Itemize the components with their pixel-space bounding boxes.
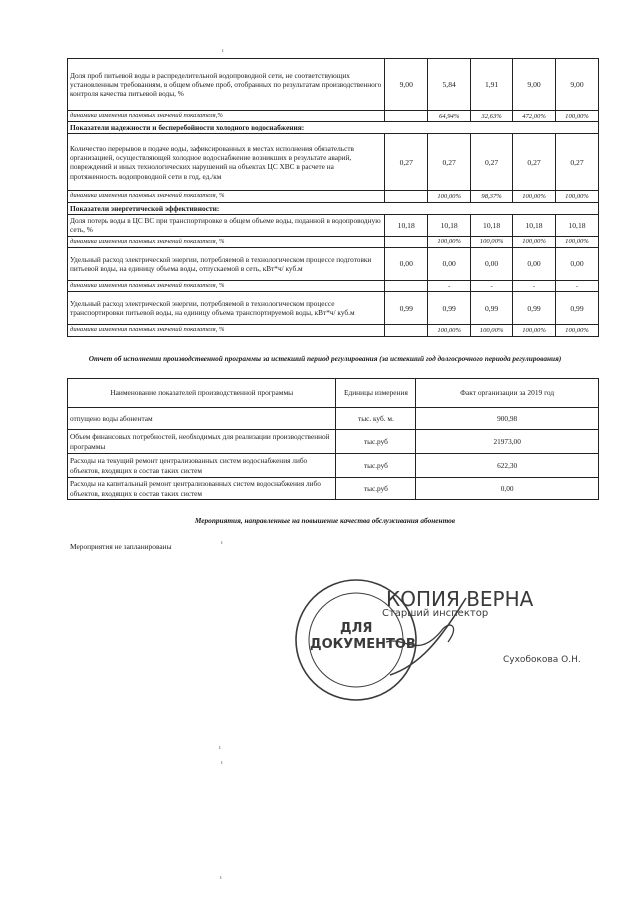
indicator-row xyxy=(68,247,599,280)
indicator-label: Доля потерь воды в ЦС ВС при транспортировке в общем объеме воды, поданной в водопроводную сеть, % xyxy=(68,214,385,236)
dynamics-label: динамика изменения плановых значений показателя, % xyxy=(68,236,385,247)
dynamics-row xyxy=(68,191,599,202)
dynamics-label: динамика изменения плановых значений показателя, % xyxy=(68,280,385,291)
value-cell: 0,00 xyxy=(556,247,599,280)
value-cell: 0,27 xyxy=(556,134,599,191)
cell-name: Расходы на капитальный ремонт централизованных систем водоснабжения либо объектов, входящих в состав таких систем xyxy=(68,478,336,500)
value-cell: 100,00% xyxy=(513,236,556,247)
table-header-row xyxy=(68,379,599,408)
value-cell: 10,18 xyxy=(556,214,599,236)
value-cell: 32,63% xyxy=(471,111,513,122)
value-cell: 0,00 xyxy=(385,247,428,280)
indicators-table xyxy=(67,58,599,337)
certification-stamp xyxy=(290,570,630,720)
scan-mark: ı xyxy=(221,760,223,766)
table-row xyxy=(68,430,599,454)
value-cell: 64,94% xyxy=(428,111,471,122)
value-cell: 0,00 xyxy=(428,247,471,280)
cell-value: 21973,00 xyxy=(416,430,599,454)
value-cell: 9,00 xyxy=(513,59,556,111)
value-cell: 0,99 xyxy=(513,292,556,325)
value-cell: 0,99 xyxy=(471,292,513,325)
cell-value: 0,00 xyxy=(416,478,599,500)
value-cell: 0,27 xyxy=(385,134,428,191)
indicator-row xyxy=(68,214,599,236)
header-unit: Единицы измерения xyxy=(336,379,416,408)
measures-text: Мероприятия не запланированы xyxy=(70,542,172,551)
value-cell: 100,00% xyxy=(556,325,599,336)
value-cell: 9,00 xyxy=(385,59,428,111)
table-row xyxy=(68,408,599,430)
value-cell: - xyxy=(471,280,513,291)
value-cell: 0,00 xyxy=(513,247,556,280)
cell-name: Расходы на текущий ремонт централизованных систем водоснабжения либо объектов, входящих в состав таких систем xyxy=(68,454,336,478)
dynamics-row xyxy=(68,325,599,336)
indicator-label: Доля проб питьевой воды в распределительной водопроводной сети, не соответствующих установленным требованиям, в общем объеме проб, отобранных по результатам производственного контроля качества питьевой воды, % xyxy=(68,59,385,111)
value-cell: 100,00% xyxy=(471,325,513,336)
cell-name: отпущено воды абонентам xyxy=(68,408,336,430)
dynamics-row xyxy=(68,236,599,247)
section-title: Показатели энергетической эффективности: xyxy=(68,202,599,214)
value-cell: 100,00% xyxy=(471,236,513,247)
table-row xyxy=(68,478,599,500)
value-cell: - xyxy=(428,280,471,291)
report-title: Отчет об исполнении производственной программы за истекший период регулирования (за истекший год долгосрочного периода регулирования) xyxy=(88,354,562,363)
value-cell xyxy=(385,111,428,122)
dynamics-label: динамика изменения плановых значений показателя, % xyxy=(68,325,385,336)
value-cell xyxy=(385,280,428,291)
stamp-position: Старший инспектор xyxy=(382,608,489,619)
stamp-copy-label: КОПИЯ ВЕРНА xyxy=(386,587,534,611)
value-cell: 9,00 xyxy=(556,59,599,111)
dynamics-label: динамика изменения плановых значений показателя, % xyxy=(68,191,385,202)
table-row xyxy=(68,454,599,478)
scan-mark: ı xyxy=(222,48,224,54)
value-cell: 100,00% xyxy=(556,191,599,202)
dynamics-row xyxy=(68,111,599,122)
value-cell: 100,00% xyxy=(513,325,556,336)
cell-name: Объем финансовых потребностей, необходимых для реализации производственной программы xyxy=(68,430,336,454)
cell-unit: тыс.руб xyxy=(336,478,416,500)
cell-value: 622,30 xyxy=(416,454,599,478)
cell-unit: тыс.руб xyxy=(336,454,416,478)
value-cell: 0,00 xyxy=(471,247,513,280)
value-cell: 0,99 xyxy=(556,292,599,325)
value-cell: 0,99 xyxy=(428,292,471,325)
value-cell: 98,37% xyxy=(471,191,513,202)
value-cell: 10,18 xyxy=(513,214,556,236)
dynamics-label: динамика изменения плановых значений показателя,% xyxy=(68,111,385,122)
cell-unit: тыс. куб. м. xyxy=(336,408,416,430)
scan-mark: ı xyxy=(221,540,223,546)
value-cell: 0,27 xyxy=(513,134,556,191)
section-header-row xyxy=(68,122,599,134)
scan-mark: ı xyxy=(219,745,221,751)
indicator-label: Удельный расход электрической энергии, потребляемой в технологическом процессе транспортировки питьевой воды, на единицу объема транспортируемой воды, кВт*ч/ куб.м xyxy=(68,292,385,325)
value-cell: 0,99 xyxy=(385,292,428,325)
value-cell: - xyxy=(513,280,556,291)
stamp-line1: ДЛЯ xyxy=(340,621,373,636)
value-cell: 100,00% xyxy=(428,325,471,336)
value-cell: 0,27 xyxy=(471,134,513,191)
header-name: Наименование показателей производственной программы xyxy=(68,379,336,408)
value-cell xyxy=(385,191,428,202)
value-cell: 100,00% xyxy=(428,236,471,247)
section-header-row xyxy=(68,202,599,214)
value-cell: 10,18 xyxy=(385,214,428,236)
dynamics-row xyxy=(68,280,599,291)
indicator-row xyxy=(68,134,599,191)
value-cell: 5,84 xyxy=(428,59,471,111)
production-program-table xyxy=(67,378,599,500)
value-cell: 100,00% xyxy=(556,111,599,122)
measures-title: Мероприятия, направленные на повышение качества обслуживания абонентов xyxy=(194,516,456,525)
value-cell xyxy=(385,236,428,247)
value-cell xyxy=(385,325,428,336)
section-title: Показатели надежности и бесперебойности холодного водоснабжения: xyxy=(68,122,599,134)
cell-value: 900,98 xyxy=(416,408,599,430)
value-cell: - xyxy=(556,280,599,291)
header-fact: Факт организации за 2019 год xyxy=(416,379,599,408)
indicator-row xyxy=(68,59,599,111)
value-cell: 472,00% xyxy=(513,111,556,122)
indicator-label: Количество перерывов в подаче воды, зафиксированных в местах исполнения обязательств организацией, осуществляющей холодное водоснабжение возникших в результате аварий, повреждений и иных технологических нарушений на объектах ЦС ХВС в расчете на протяженность водопроводной сети в год, ед./км xyxy=(68,134,385,191)
value-cell: 1,91 xyxy=(471,59,513,111)
indicator-row xyxy=(68,292,599,325)
value-cell: 10,18 xyxy=(428,214,471,236)
scan-mark: ı xyxy=(220,875,222,881)
value-cell: 100,00% xyxy=(428,191,471,202)
value-cell: 0,27 xyxy=(428,134,471,191)
value-cell: 100,00% xyxy=(513,191,556,202)
value-cell: 100,00% xyxy=(556,236,599,247)
indicator-label: Удельный расход электрической энергии, потребляемой в технологическом процессе подготовки питьевой воды, на единицу объема воды, отпускаемой в сеть, кВт*ч/ куб.м xyxy=(68,247,385,280)
value-cell: 10,18 xyxy=(471,214,513,236)
stamp-name: Сухобокова О.Н. xyxy=(503,655,581,665)
stamp-line2: ДОКУМЕНТОВ xyxy=(310,637,416,652)
cell-unit: тыс.руб xyxy=(336,430,416,454)
